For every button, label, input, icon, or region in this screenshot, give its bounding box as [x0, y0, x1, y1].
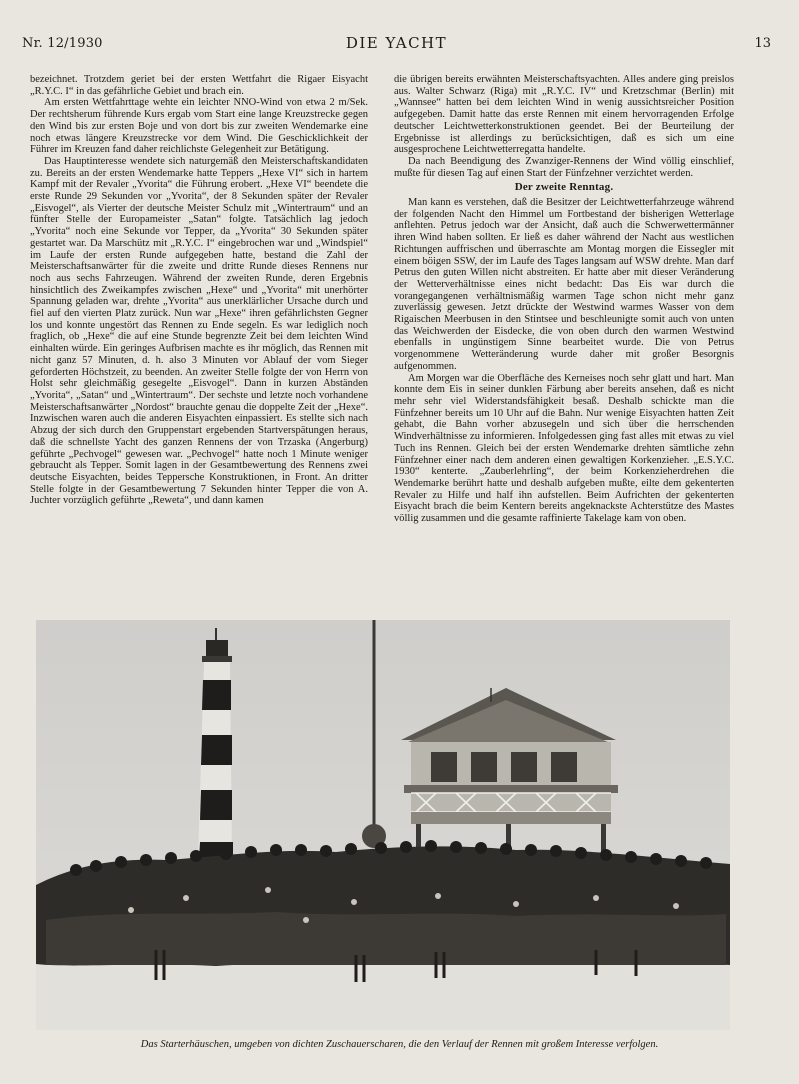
issue-number: Nr. 12/1930 — [22, 36, 103, 51]
paragraph: Das Hauptinteresse wendete sich naturgemäß den Meisterschaftskandidaten zu. Bereits an der ersten Wendemarke hatte Teppers „Hexe VI“ sich in hartem Kampf mit der Revaler „Yvorita“ die Führung erobert. „Hexe VI“ beendete die erste Runde 29 Sekunden vor „Yvorita“, der 8 Sekunden später der Revaler „Eisvogel“, als Vierter der deutsche Meister Schulz mit „Wintertraum“ und an fünfter Stelle der Europameister „Satan“ folgte. Tatsächlich lag jedoch „Yvorita“ noch eine Sekunde vor Tepper, da „Yvorita“ 30 Sekunden später gestartet war. Da Marschütz mit „R.Y.C. I“ eingebrochen war und „Windspiel“ im Laufe der ersten Runde aufgegeben hatte, bestand die Zahl der Meisterschaftsanwärter für die zweite und dritte Runde dieses Rennens nur noch aus sechs Fahrzeugen. Während der zweiten Runde, deren Ergebnis hinsichtlich des Zweikampfes zwischen „Hexe“ und „Yvorita“ mit unerhörter Spannung geladen war, drehte „Yvorita“ aus unerklärlicher Ursache durch und fiel auf den vierten Platz zurück. Nun war „Hexe“ ihren gefährlichsten Gegner los und konnte ungestört das Rennen zu Ende segeln. Es war lediglich noch fraglich, ob „Hexe“ die auf eine Stunde begrenzte Zeit bei dem leichten Wind einhalten würde. Ein geringes Aufbrisen machte es ihr möglich, das Rennen mit nicht ganz 57 Minuten, d. h. also 3 Minuten vor Ablauf der vom Sieger geforderten Höchstzeit, zu beenden. An zweiter Stelle folgte der von Herrn von Holst sehr gleichmäßig gesegelte „Eisvogel“. Dann in kurzen Abständen „Yvorita“, „Satan“ und „Wintertraum“. Der sechste und letzte noch vorhandene Meisterschaftsanwärter „Nordost“ brauchte genau die doppelte Zeit der „Hexe“. Inzwischen waren auch die anderen Eisyachten einpassiert. Es stellte sich nach Abzug der sich durch den Gruppenstart ergebenden Startverspätungen heraus, daß die schnellste Yacht des ganzen Rennens der von Trzaska (Angerburg) geführte „Pechvogel“ gewesen war. „Pechvogel“ hatte noch 1 Minute weniger gebraucht als Tepper. Somit lagen in der Gesamtbewertung des Rennens zwei deutsche Eisyachten, beides Teppersche Konstruktionen, in Front. An dritter Stelle folgte in der Gesamtbewertung 7 Sekunden hinter Tepper die von A. Juchter vorzüglich geführte „Reweta“, und dann kamen — [30, 155, 368, 507]
ice-surface — [36, 965, 730, 1030]
paragraph: die übrigen bereits erwähnten Meisterschaftsyachten. Alles andere ging preislos aus. Walter Schwarz (Riga) mit „R.Y.C. IV“ und Kretzschmar (Berlin) mit „Wannsee“ hatten bei dem leichten Wind in wenig aussichtsreicher Position aufgegeben. Damit hatte das erste Rennen mit einem hervorragenden Erfolge deutscher Leichtwetterkonstruktionen geendet. Bei der Beurteilung der Ergebnisse ist allerdings zu berücksichtigen, daß es sich um eine ausgesprochene Leichtwetterregatta handelte. — [394, 74, 734, 156]
spectator-crowd — [36, 840, 730, 982]
page-number: 13 — [754, 36, 771, 51]
right-column — [394, 74, 734, 525]
left-column — [30, 74, 368, 507]
paragraph: Man kann es verstehen, daß die Besitzer der Leichtwetterfahrzeuge während der folgenden Nacht den Himmel um Fortbestand der bisherigen Wetterlage anflehten. Petrus jedoch war der Ansicht, daß auch die Schwerwettermänner ihren Wind haben sollten. Er ließ es daher während der Nacht aus westlichen Richtungen auffrischen und überraschte am Montag morgen die Eissegler mit einem böigen SSW, der im Laufe des Tages langsam auf WSW drehte. Man darf Petrus den guten Willen nicht abstreiten. Er hatte aber mit dieser Veränderung der Wetterverhältnisse eines nicht bedacht: Das Eis war durch die vorangegangenen verhältnismäßig warmen Tage schon nicht mehr ganz zuverlässig gewesen. Jetzt drückte der Westwind warmes Wasser von dem Rigaischen Meerbusen in den Stintsee und beschleunigte somit auch von unten das Weichwerden der Eisdecke, die von oben durch den warmen Westwind ebenfalls in ungünstigem Sinne bearbeitet wurde. Die von Petrus vorgenommene Wetteränderung wurde daher mit großer Besorgnis aufgenommen. — [394, 197, 734, 372]
photo-illustration — [36, 620, 730, 1030]
photograph — [36, 620, 730, 1030]
page-header — [22, 36, 771, 58]
paragraph: Am Morgen war die Oberfläche des Kerneises noch sehr glatt und hart. Man konnte dem Eis in seiner dunklen Färbung aber bereits ansehen, daß es nicht mehr sehr viel Widerstandsfähigkeit besaß. Deshalb schickte man die Fünfzehner bereits um 10 Uhr auf die Bahn. Nur wenige Eisyachten hatten Zeit gehabt, die Bahn vorher abzusegeln und sich über die herrschenden Windverhältnisse zu informieren. Infolgedessen ging fast alles mit etwas zu viel Tuch ins Rennen. Gleich bei der ersten Wendemarke drehten sämtliche zehn Fünfzehner einer nach dem anderen einen gewaltigen Korkenzieher. „E.S.Y.C. 1930“ kenterte. „Zauberlehrling“, der beim Korkenzieherdrehen die Wendemarke berührt hatte und deshalb aufgeben mußte, eilte dem gekenterten Revaler zu Hilfe und half ihn aufstellen. Beim Aufrichten der gekenterten Eisyacht brach die beim Kentern bereits angeknackste Achterstütze des Mastes völlig zusammen und die gesamte raffinierte Takelage kam von oben. — [394, 372, 734, 525]
paragraph: bezeichnet. Trotzdem geriet bei der ersten Wettfahrt die Rigaer Eisyacht „R.Y.C. I“ in das gefährliche Gebiet und brach ein. — [30, 74, 368, 97]
paragraph: Am ersten Wettfahrttage wehte ein leichter NNO-Wind von etwa 2 m/Sek. Der rechtsherum führende Kurs ergab vom Start eine lange Kreuzstrecke gegen den Wind bis zur ersten Boje und von dort bis zur zweiten Wendemarke eine noch etwas längere Kreuzstrecke vor dem Wind. Die Geschicklichkeit der Führer im Kreuzen fand daher reichlichste Gelegenheit zur Betätigung. — [30, 97, 368, 156]
magazine-title: DIE YACHT — [345, 34, 448, 52]
paragraph: Da nach Beendigung des Zwanziger-Rennens der Wind völlig einschlief, mußte für diesen Tag auf einen Start der Fünfzehner verzichtet werden. — [394, 155, 734, 179]
section-heading: Der zweite Renntag. — [514, 181, 614, 194]
photo-caption: Das Starterhäuschen, umgeben von dichten Zuschauerscharen, die den Verlauf der Rennen mit großem Interesse verfolgen. — [140, 1039, 659, 1050]
